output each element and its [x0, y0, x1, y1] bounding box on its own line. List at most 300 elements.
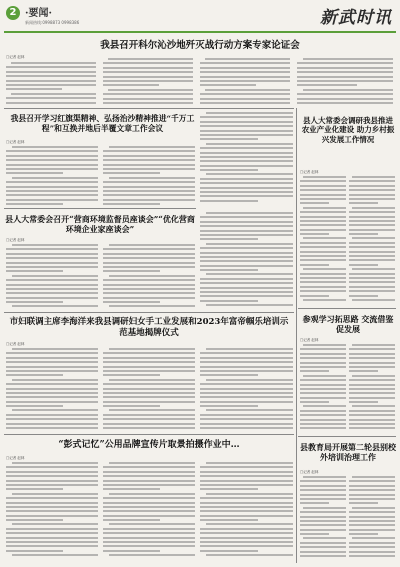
text-line [6, 190, 98, 192]
text-line [103, 253, 195, 255]
text-line [103, 172, 160, 174]
text-line [300, 242, 346, 244]
text-line [103, 475, 195, 477]
text-line [300, 419, 346, 421]
article-3-body-col3 [200, 212, 293, 310]
text-line [349, 524, 395, 526]
text-line [352, 207, 395, 209]
article-2-byline: □记者 赵林 [6, 140, 25, 144]
text-line [206, 112, 293, 114]
text-line [103, 471, 195, 473]
text-line [200, 195, 293, 197]
text-line [349, 264, 378, 266]
text-line [200, 76, 290, 78]
text-line [300, 233, 329, 235]
text-line [352, 237, 395, 239]
text-line [103, 414, 195, 416]
text-line [200, 71, 290, 73]
text-line [6, 203, 63, 205]
text-line [6, 370, 98, 372]
text-line [349, 414, 395, 416]
text-line [6, 159, 98, 161]
text-line [103, 301, 160, 303]
divider [4, 208, 196, 209]
article-4-body [6, 348, 98, 432]
text-line [6, 262, 98, 264]
text-line [103, 93, 193, 95]
text-line [303, 375, 346, 377]
article-1-body-col2 [103, 58, 193, 106]
text-line [6, 172, 63, 174]
text-line [6, 168, 98, 170]
header-rule [4, 31, 396, 33]
text-line [303, 58, 393, 60]
text-line [200, 265, 293, 267]
text-line [103, 102, 193, 104]
text-line [103, 76, 193, 78]
text-line [103, 266, 195, 268]
text-line [6, 532, 98, 534]
text-line [349, 419, 395, 421]
text-line [349, 480, 395, 482]
text-line [103, 80, 193, 82]
text-line [200, 187, 293, 189]
text-line [352, 507, 395, 509]
text-line [6, 75, 96, 77]
text-line [200, 532, 293, 534]
text-line [349, 286, 395, 288]
article-7-byline: □记者 赵林 [300, 338, 319, 342]
article-5-body [6, 462, 98, 562]
text-line [349, 290, 395, 292]
text-line [200, 125, 293, 127]
text-line [206, 212, 293, 214]
text-line [300, 211, 346, 213]
text-line [200, 388, 293, 390]
article-1-body [6, 62, 96, 106]
article-3-body [6, 244, 98, 310]
text-line [6, 550, 63, 552]
text-line [303, 537, 346, 539]
text-line [200, 178, 293, 180]
text-line [103, 484, 195, 486]
text-line [300, 290, 346, 292]
article-5-body-col2 [103, 462, 195, 562]
text-line [6, 506, 98, 508]
text-line [109, 348, 195, 350]
text-line [349, 229, 395, 231]
text-line [109, 379, 195, 381]
text-line [200, 300, 258, 302]
text-line [6, 366, 98, 368]
text-line [300, 397, 346, 399]
text-line [349, 388, 395, 390]
article-6-body [300, 176, 346, 306]
text-line [300, 529, 346, 531]
text-line [12, 523, 98, 525]
divider [4, 312, 294, 313]
text-line [352, 405, 395, 407]
text-line [300, 555, 346, 557]
text-line [103, 248, 195, 250]
article-2-body-col3 [200, 112, 293, 206]
text-line [103, 164, 195, 166]
text-line [297, 80, 393, 82]
article-8-headline: 县教育局开展第二轮县别校外培训治理工作 [300, 442, 396, 462]
article-1-headline: 我县召开科尔沁沙地歼灭战行动方案专家论证会 [100, 40, 300, 51]
text-line [352, 268, 395, 270]
text-line [349, 259, 395, 261]
text-line [300, 357, 346, 359]
text-line [297, 84, 357, 86]
text-line [300, 185, 346, 187]
text-line [349, 379, 395, 381]
text-line [103, 190, 195, 192]
article-3-headline: 县人大常委会召开“营商环境监督员座谈会”“优化营商环境企业家座谈会” [5, 214, 195, 234]
text-line [349, 348, 395, 350]
text-line [6, 164, 98, 166]
header-sub-info: 新闻热线:0998873 0998386 [25, 20, 80, 25]
text-line [349, 180, 395, 182]
text-line [349, 489, 395, 491]
text-line [300, 189, 346, 191]
text-line [6, 270, 63, 272]
text-line [206, 243, 293, 245]
text-line [6, 537, 98, 539]
text-line [103, 150, 195, 152]
article-8-body-col2 [349, 476, 395, 562]
text-line [303, 268, 346, 270]
text-line [200, 396, 293, 398]
text-line [103, 396, 195, 398]
text-line [200, 484, 293, 486]
text-line [303, 344, 346, 346]
text-line [349, 273, 395, 275]
text-line [103, 181, 195, 183]
text-line [12, 305, 98, 307]
text-line [300, 401, 329, 403]
text-line [352, 375, 395, 377]
text-line [300, 366, 346, 368]
text-line [200, 357, 293, 359]
text-line [200, 98, 290, 100]
text-line [352, 537, 395, 539]
article-2-headline: 我县召开学习红旗渠精神、弘扬治沙精神推进“千万工程”和互换并地后半覆文章工作会议 [10, 114, 195, 133]
text-line [297, 71, 393, 73]
text-line [109, 523, 195, 525]
text-line [200, 221, 293, 223]
text-line [200, 545, 293, 547]
text-line [200, 256, 293, 258]
text-line [200, 291, 293, 293]
text-line [6, 396, 98, 398]
text-line [300, 362, 346, 364]
text-line [297, 102, 393, 104]
text-line [349, 542, 395, 544]
text-line [349, 520, 395, 522]
text-line [6, 97, 96, 99]
text-line [103, 550, 160, 552]
text-line [6, 475, 98, 477]
text-line [349, 198, 395, 200]
text-line [200, 414, 293, 416]
text-line [349, 427, 395, 429]
text-line [6, 266, 98, 268]
text-line [109, 244, 195, 246]
text-line [300, 423, 346, 425]
text-line [200, 216, 293, 218]
text-line [349, 494, 395, 496]
article-1-body-col4 [297, 58, 393, 106]
text-line [6, 423, 98, 425]
article-6-byline: □记者 赵林 [300, 170, 319, 174]
text-line [349, 551, 395, 553]
article-5-body-col3 [200, 462, 293, 562]
text-line [200, 230, 293, 232]
text-line [200, 418, 293, 420]
text-line [6, 484, 98, 486]
text-line [349, 502, 378, 504]
text-line [206, 143, 293, 145]
text-line [12, 493, 98, 495]
text-line [6, 471, 98, 473]
text-line [6, 257, 98, 259]
text-line [6, 480, 98, 482]
text-line [109, 462, 195, 464]
text-line [6, 102, 96, 104]
text-line [300, 502, 329, 504]
text-line [303, 89, 393, 91]
text-line [103, 168, 195, 170]
text-line [300, 202, 329, 204]
text-line [103, 418, 195, 420]
text-line [300, 392, 346, 394]
text-line [206, 173, 293, 175]
text-line [103, 292, 195, 294]
text-line [103, 186, 195, 188]
text-line [6, 488, 63, 490]
text-line [300, 551, 346, 553]
text-line [349, 353, 395, 355]
text-line [11, 93, 96, 95]
text-line [206, 554, 293, 556]
text-line [12, 348, 98, 350]
text-line [200, 182, 293, 184]
text-line [200, 541, 293, 543]
text-line [200, 147, 293, 149]
text-line [108, 89, 193, 91]
text-line [200, 252, 293, 254]
text-line [349, 211, 395, 213]
text-line [6, 292, 98, 294]
text-line [109, 493, 195, 495]
text-line [300, 511, 346, 513]
text-line [200, 392, 293, 394]
text-line [200, 169, 258, 171]
text-line [103, 466, 195, 468]
text-line [349, 295, 378, 297]
text-line [103, 62, 193, 64]
text-line [300, 489, 346, 491]
text-line [6, 297, 98, 299]
text-line [303, 237, 346, 239]
text-line [12, 244, 98, 246]
text-line [300, 216, 346, 218]
text-line [103, 257, 195, 259]
text-line [200, 480, 293, 482]
text-line [300, 281, 346, 283]
article-4-body-col2 [103, 348, 195, 432]
text-line [6, 405, 63, 407]
text-line [6, 392, 98, 394]
text-line [300, 498, 346, 500]
text-line [200, 506, 293, 508]
text-line [200, 160, 293, 162]
text-line [300, 180, 346, 182]
text-line [200, 471, 293, 473]
text-line [300, 546, 346, 548]
text-line [303, 299, 346, 301]
text-line [11, 62, 96, 64]
text-line [103, 262, 195, 264]
text-line [12, 462, 98, 464]
text-line [6, 427, 98, 429]
text-line [349, 401, 378, 403]
text-line [300, 246, 346, 248]
text-line [103, 71, 193, 73]
text-line [103, 203, 160, 205]
text-line [349, 546, 395, 548]
column-divider [296, 108, 297, 563]
text-line [6, 253, 98, 255]
text-line [200, 138, 258, 140]
text-line [6, 80, 96, 82]
text-line [200, 156, 293, 158]
text-line [200, 260, 293, 262]
text-line [108, 58, 193, 60]
text-line [6, 466, 98, 468]
text-line [200, 134, 293, 136]
text-line [349, 516, 395, 518]
text-line [200, 550, 258, 552]
text-line [109, 275, 195, 277]
text-line [109, 409, 195, 411]
divider [298, 308, 396, 309]
text-line [103, 270, 160, 272]
text-line [6, 361, 98, 363]
text-line [103, 480, 195, 482]
text-line [6, 186, 98, 188]
text-line [297, 98, 393, 100]
text-line [349, 384, 395, 386]
text-line [6, 284, 98, 286]
text-line [6, 84, 96, 86]
text-line [200, 247, 293, 249]
text-line [200, 269, 258, 271]
text-line [200, 80, 290, 82]
text-line [103, 361, 195, 363]
text-line [109, 146, 195, 148]
text-line [6, 414, 98, 416]
text-line [103, 155, 195, 157]
text-line [300, 264, 329, 266]
text-line [200, 116, 293, 118]
text-line [300, 229, 346, 231]
article-3-byline: □记者 赵林 [6, 238, 25, 242]
text-line [103, 488, 160, 490]
text-line [206, 523, 293, 525]
text-line [300, 379, 346, 381]
text-line [349, 224, 395, 226]
text-line [103, 545, 195, 547]
text-line [6, 181, 98, 183]
text-line [349, 392, 395, 394]
text-line [6, 528, 98, 530]
text-line [200, 238, 258, 240]
text-line [206, 493, 293, 495]
section-title: ·要闻· [25, 8, 52, 19]
text-line [103, 392, 195, 394]
text-line [6, 519, 63, 521]
text-line [303, 176, 346, 178]
text-line [103, 284, 195, 286]
text-line [300, 384, 346, 386]
text-line [300, 516, 346, 518]
text-line [300, 277, 346, 279]
text-line [200, 352, 293, 354]
text-line [349, 362, 395, 364]
text-line [349, 216, 395, 218]
text-line [103, 423, 195, 425]
text-line [200, 510, 293, 512]
text-line [206, 462, 293, 464]
text-line [12, 275, 98, 277]
text-line [200, 488, 258, 490]
text-line [6, 301, 63, 303]
text-line [206, 273, 293, 275]
text-line [349, 357, 395, 359]
text-line [205, 58, 290, 60]
text-line [12, 409, 98, 411]
text-line [6, 497, 98, 499]
text-line [303, 405, 346, 407]
text-line [297, 76, 393, 78]
text-line [349, 555, 395, 557]
text-line [300, 494, 346, 496]
text-line [300, 251, 346, 253]
text-line [200, 130, 293, 132]
text-line [200, 423, 293, 425]
article-2-body [6, 146, 98, 206]
text-line [300, 295, 329, 297]
text-line [297, 62, 393, 64]
text-line [103, 519, 160, 521]
text-line [206, 379, 293, 381]
text-line [349, 246, 395, 248]
text-line [297, 67, 393, 69]
text-line [200, 537, 293, 539]
text-line [103, 537, 195, 539]
text-line [6, 388, 98, 390]
text-line [6, 88, 62, 90]
text-line [200, 278, 293, 280]
text-line [12, 146, 98, 148]
text-line [349, 281, 395, 283]
text-line [103, 357, 195, 359]
text-line [103, 98, 193, 100]
text-line [200, 67, 290, 69]
text-line [303, 207, 346, 209]
